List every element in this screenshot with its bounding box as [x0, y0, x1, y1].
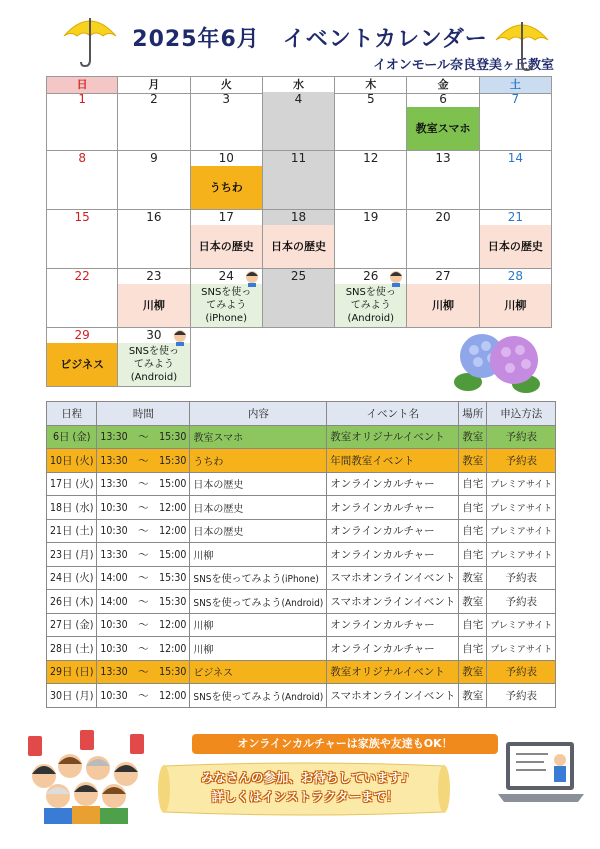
day-number: 11: [290, 151, 307, 165]
schedule-place: 教室: [459, 449, 487, 473]
schedule-event-name: 教室オリジナルイベント: [327, 660, 459, 684]
schedule-place: 自宅: [459, 472, 487, 496]
schedule-application-method: プレミアサイト: [487, 543, 556, 567]
schedule-date: 24日 (火): [47, 566, 97, 590]
start-time: 10:30: [100, 525, 128, 538]
schedule-header-row: [47, 402, 556, 426]
day-number: 4: [294, 92, 303, 106]
day-number: 26: [363, 269, 379, 283]
start-time: 14:00: [100, 595, 128, 608]
calendar-weekday-header: [46, 76, 552, 92]
end-time: 12:00: [159, 525, 187, 538]
schedule-column-header: 時間: [97, 402, 190, 426]
calendar-day-cell: [335, 151, 407, 210]
end-time: 12:00: [159, 642, 187, 655]
end-time: 12:00: [159, 501, 187, 514]
schedule-event-name: オンラインカルチャー: [327, 637, 459, 661]
schedule-content: SNSを使ってみよう(Android): [190, 684, 327, 708]
schedule-time: [97, 425, 190, 449]
schedule-time: [97, 637, 190, 661]
instructor-face-icon: [244, 269, 260, 287]
calendar-day-cell: [407, 151, 479, 210]
calendar-day-cell: [480, 151, 552, 210]
schedule-time: [97, 496, 190, 520]
schedule-time: [97, 660, 190, 684]
schedule-date: 21日 (土): [47, 519, 97, 543]
schedule-date: 29日 (日): [47, 660, 97, 684]
schedule-application-method: プレミアサイト: [487, 496, 556, 520]
calendar-event-label: 日本の歴史: [263, 225, 334, 268]
schedule-place: 自宅: [459, 496, 487, 520]
schedule-date: 28日 (土): [47, 637, 97, 661]
day-number: 22: [74, 269, 90, 283]
calendar-day-cell: [263, 210, 335, 269]
day-number: 3: [222, 92, 231, 106]
schedule-content: 川柳: [190, 613, 327, 637]
calendar-event-label: SNSを使っ てみよう (Android): [118, 343, 189, 386]
end-time: 12:00: [159, 689, 187, 702]
time-separator: ～: [127, 595, 160, 608]
end-time: 12:00: [159, 619, 187, 632]
end-time: 15:30: [159, 572, 187, 585]
schedule-content: 日本の歴史: [190, 472, 327, 496]
schedule-application-method: 予約表: [487, 425, 556, 449]
schedule-event-name: 年間教室イベント: [327, 449, 459, 473]
event-schedule-table: [46, 401, 556, 708]
schedule-place: 自宅: [459, 543, 487, 567]
end-time: 15:00: [159, 478, 187, 491]
schedule-row: [47, 613, 556, 637]
schedule-content: 川柳: [190, 543, 327, 567]
day-number: 21: [507, 210, 523, 224]
schedule-content: 川柳: [190, 637, 327, 661]
start-time: 14:00: [100, 572, 128, 585]
schedule-time: [97, 613, 190, 637]
schedule-application-method: 予約表: [487, 684, 556, 708]
schedule-application-method: 予約表: [487, 660, 556, 684]
start-time: 10:30: [100, 501, 128, 514]
schedule-row: [47, 543, 556, 567]
day-number: 17: [218, 210, 234, 224]
start-time: 10:30: [100, 689, 128, 702]
schedule-event-name: オンラインカルチャー: [327, 519, 459, 543]
day-number: 24: [218, 269, 234, 283]
schedule-event-name: オンラインカルチャー: [327, 472, 459, 496]
schedule-event-name: スマホオンラインイベント: [327, 684, 459, 708]
schedule-time: [97, 684, 190, 708]
calendar-event-label: 川柳: [480, 284, 551, 327]
schedule-date: 26日 (木): [47, 590, 97, 614]
page-header: [0, 0, 600, 75]
schedule-content: 日本の歴史: [190, 519, 327, 543]
calendar-day-cell: [335, 269, 407, 328]
calendar-day-cell: [46, 328, 118, 387]
schedule-column-header: イベント名: [327, 402, 459, 426]
schedule-time: [97, 566, 190, 590]
weekday-label: 金: [407, 76, 479, 94]
calendar-empty-cell: [335, 328, 407, 387]
schedule-application-method: プレミアサイト: [487, 637, 556, 661]
calendar-day-cell: [118, 269, 190, 328]
schedule-place: 教室: [459, 566, 487, 590]
schedule-row: [47, 449, 556, 473]
schedule-content: SNSを使ってみよう(iPhone): [190, 566, 327, 590]
time-separator: ～: [127, 689, 160, 702]
start-time: 10:30: [100, 619, 128, 632]
schedule-application-method: 予約表: [487, 590, 556, 614]
day-number: 10: [218, 151, 234, 165]
schedule-application-method: プレミアサイト: [487, 472, 556, 496]
schedule-date: 30日 (月): [47, 684, 97, 708]
calendar-day-cell: [407, 269, 479, 328]
schedule-date: 6日 (金): [47, 425, 97, 449]
start-time: 13:30: [100, 431, 128, 444]
schedule-column-header: 申込方法: [487, 402, 556, 426]
time-separator: ～: [127, 666, 160, 679]
schedule-row: [47, 660, 556, 684]
schedule-content: ビジネス: [190, 660, 327, 684]
calendar-day-cell: [118, 151, 190, 210]
weekday-label: 日: [46, 76, 118, 94]
schedule-place: 教室: [459, 425, 487, 449]
schedule-date: 23日 (月): [47, 543, 97, 567]
calendar-day-cell: [480, 269, 552, 328]
time-separator: ～: [127, 619, 160, 632]
schedule-place: 自宅: [459, 519, 487, 543]
calendar-event-label: SNSを使っ てみよう (iPhone): [191, 284, 262, 327]
schedule-time: [97, 472, 190, 496]
calendar-day-cell: [191, 210, 263, 269]
schedule-place: 自宅: [459, 637, 487, 661]
schedule-time: [97, 543, 190, 567]
calendar-empty-cell: [191, 328, 263, 387]
end-time: 15:00: [159, 548, 187, 561]
calendar-event-label: 教室スマホ: [407, 107, 478, 150]
schedule-content: 日本の歴史: [190, 496, 327, 520]
day-number: 14: [507, 151, 523, 165]
calendar-day-cell: [46, 92, 118, 151]
calendar-event-label: 川柳: [118, 284, 189, 327]
schedule-date: 17日 (火): [47, 472, 97, 496]
calendar-day-cell: [407, 210, 479, 269]
hydrangea-illustration: [448, 322, 544, 398]
schedule-place: 教室: [459, 684, 487, 708]
day-number: 16: [146, 210, 162, 224]
calendar-day-cell: [263, 92, 335, 151]
day-number: 2: [150, 92, 158, 106]
classroom-name: イオンモール奈良登美ヶ丘教室: [373, 58, 554, 73]
schedule-event-name: オンラインカルチャー: [327, 613, 459, 637]
instructor-face-icon: [172, 328, 188, 346]
time-separator: ～: [127, 548, 160, 561]
page-title: 2025年6月 イベントカレンダー: [132, 27, 488, 52]
calendar-day-cell: [118, 210, 190, 269]
invitation-message: [164, 768, 446, 806]
time-separator: ～: [127, 642, 160, 655]
calendar-day-cell: [118, 328, 190, 387]
day-number: 8: [78, 151, 86, 165]
day-number: 18: [290, 210, 307, 224]
day-number: 28: [507, 269, 523, 283]
end-time: 15:30: [159, 666, 187, 679]
day-number: 15: [74, 210, 90, 224]
day-number: 5: [366, 92, 375, 106]
schedule-event-name: オンラインカルチャー: [327, 496, 459, 520]
schedule-date: 27日 (金): [47, 613, 97, 637]
calendar-day-cell: [46, 151, 118, 210]
laptop-instructor-illustration: [498, 738, 584, 818]
schedule-date: 18日 (水): [47, 496, 97, 520]
calendar-empty-cell: [263, 328, 335, 387]
calendar-day-cell: [191, 269, 263, 328]
schedule-time: [97, 449, 190, 473]
time-separator: ～: [127, 431, 160, 444]
day-number: 6: [439, 92, 447, 106]
end-time: 15:30: [159, 595, 187, 608]
schedule-application-method: プレミアサイト: [487, 613, 556, 637]
start-time: 13:30: [100, 666, 128, 679]
calendar-day-cell: [191, 92, 263, 151]
schedule-place: 教室: [459, 590, 487, 614]
calendar-event-label: うちわ: [191, 166, 262, 209]
schedule-event-name: 教室オリジナルイベント: [327, 425, 459, 449]
day-number: 29: [74, 328, 90, 342]
schedule-row: [47, 566, 556, 590]
umbrella-icon: [492, 14, 552, 74]
start-time: 13:30: [100, 454, 128, 467]
day-number: 1: [78, 92, 86, 106]
schedule-application-method: プレミアサイト: [487, 519, 556, 543]
end-time: 15:30: [159, 454, 187, 467]
schedule-application-method: 予約表: [487, 449, 556, 473]
calendar-day-cell: [46, 210, 118, 269]
calendar-event-label: 川柳: [407, 284, 478, 327]
weekday-label: 土: [480, 76, 552, 94]
end-time: 15:30: [159, 431, 187, 444]
schedule-column-header: 日程: [47, 402, 97, 426]
calendar-event-label: ビジネス: [47, 343, 117, 386]
schedule-time: [97, 590, 190, 614]
schedule-place: 教室: [459, 660, 487, 684]
calendar-event-label: SNSを使っ てみよう (Android): [335, 284, 406, 327]
invitation-line-1: みなさんの参加、お待ちしています♪: [201, 770, 409, 785]
start-time: 10:30: [100, 642, 128, 655]
schedule-row: [47, 496, 556, 520]
schedule-row: [47, 590, 556, 614]
start-time: 13:30: [100, 478, 128, 491]
day-number: 13: [435, 151, 451, 165]
calendar-event-label: 日本の歴史: [191, 225, 262, 268]
time-separator: ～: [127, 572, 160, 585]
schedule-event-name: スマホオンラインイベント: [327, 566, 459, 590]
invitation-line-2: 詳しくはインストラクターまで！: [211, 789, 399, 804]
weekday-label: 木: [335, 76, 407, 94]
schedule-place: 自宅: [459, 613, 487, 637]
umbrella-icon: [60, 10, 120, 70]
schedule-row: [47, 425, 556, 449]
weekday-label: 水: [263, 76, 335, 94]
schedule-row: [47, 472, 556, 496]
calendar-day-cell: [335, 92, 407, 151]
schedule-date: 10日 (火): [47, 449, 97, 473]
schedule-content: 教室スマホ: [190, 425, 327, 449]
day-number: 9: [150, 151, 158, 165]
schedule-event-name: オンラインカルチャー: [327, 543, 459, 567]
time-separator: ～: [127, 454, 160, 467]
schedule-content: うちわ: [190, 449, 327, 473]
schedule-time: [97, 519, 190, 543]
day-number: 7: [511, 92, 520, 106]
time-separator: ～: [127, 525, 160, 538]
calendar-day-cell: [263, 151, 335, 210]
day-number: 30: [146, 328, 162, 342]
calendar-event-label: 日本の歴史: [480, 225, 551, 268]
day-number: 19: [363, 210, 379, 224]
instructor-face-icon: [388, 269, 404, 287]
calendar-day-cell: [407, 92, 479, 151]
schedule-content: SNSを使ってみよう(Android): [190, 590, 327, 614]
calendar-day-cell: [46, 269, 118, 328]
schedule-column-header: 内容: [190, 402, 327, 426]
online-culture-banner: オンラインカルチャーは家族や友達もOK！: [192, 734, 498, 754]
schedule-event-name: スマホオンラインイベント: [327, 590, 459, 614]
schedule-application-method: 予約表: [487, 566, 556, 590]
day-number: 23: [146, 269, 162, 283]
time-separator: ～: [127, 501, 160, 514]
day-number: 20: [435, 210, 451, 224]
start-time: 13:30: [100, 548, 128, 561]
day-number: 27: [435, 269, 451, 283]
day-number: 12: [363, 151, 379, 165]
crowd-illustration: [24, 728, 152, 824]
calendar-day-cell: [191, 151, 263, 210]
day-number: 25: [290, 269, 307, 283]
calendar-day-cell: [480, 210, 552, 269]
schedule-row: [47, 684, 556, 708]
calendar-day-cell: [263, 269, 335, 328]
calendar-day-cell: [335, 210, 407, 269]
time-separator: ～: [127, 478, 160, 491]
schedule-column-header: 場所: [459, 402, 487, 426]
schedule-row: [47, 519, 556, 543]
calendar-day-cell: [118, 92, 190, 151]
calendar-day-cell: [480, 92, 552, 151]
weekday-label: 月: [118, 76, 190, 94]
schedule-row: [47, 637, 556, 661]
weekday-label: 火: [191, 76, 263, 94]
